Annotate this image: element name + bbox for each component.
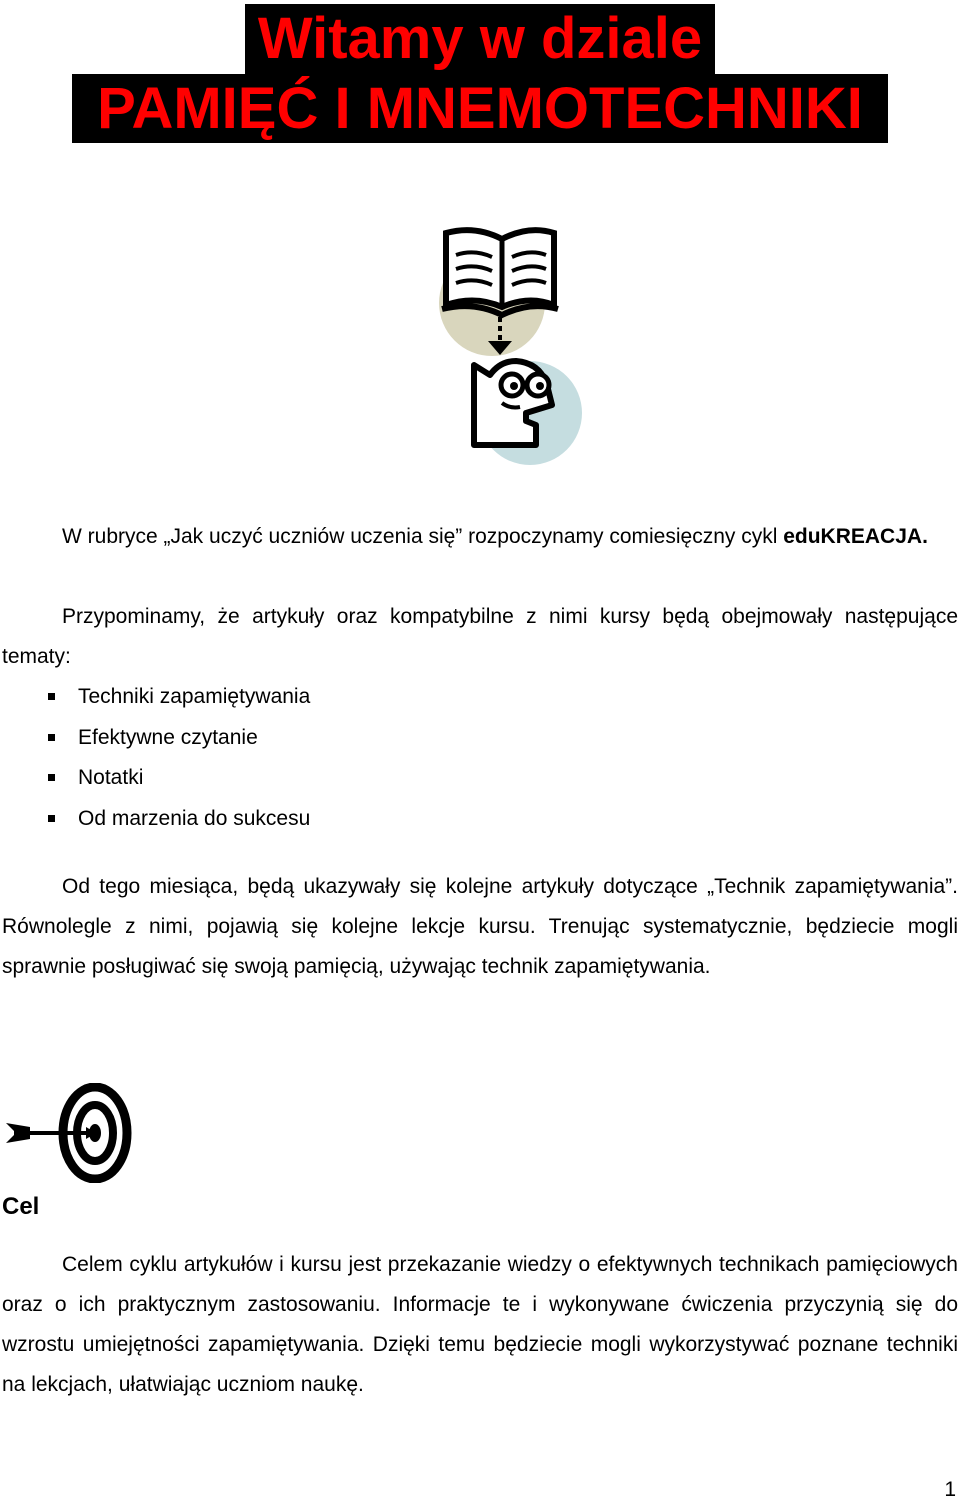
monthly-paragraph: Od tego miesiąca, będą ukazywały się kolejne artykuły dotyczące „Technik zapamiętywania”. Równolegle z nimi, pojawią się kolejne lekcje kursu. Trenując systematycznie, będziecie mogli sprawnie posługiwać się swoją pamięcią, używając technik zapamiętywania.: [2, 875, 958, 978]
goal-heading: Cel: [2, 1193, 40, 1220]
intro-paragraph: [2, 517, 958, 557]
intro-lead: W rubryce „Jak uczyć uczniów uczenia się” rozpoczynamy comiesięczny cykl: [62, 525, 784, 548]
goal-paragraph: Celem cyklu artykułów i kursu jest przekazanie wiedzy o efektywnych technikach pamięciowych oraz o ich praktycznym zastosowaniu. Informacje te i wykonywane ćwiczenia przyczynią się do wzrostu umiejętności zapamiętywania. Dzięki temu będziecie mogli wykorzystywać poznane techniki na lekcjach, ułatwiając uczniom naukę.: [2, 1253, 958, 1396]
list-item: Od marzenia do sukcesu: [46, 799, 310, 840]
arrow-target-icon: [0, 1083, 135, 1183]
page-title-line-1: Witamy w dziale: [245, 4, 715, 74]
page-number: 1: [944, 1478, 956, 1501]
book-to-head-icon: [430, 225, 590, 470]
list-item: Efektywne czytanie: [46, 718, 310, 759]
page-title-line-2: PAMIĘĆ I MNEMOTECHNIKI: [72, 74, 888, 143]
list-item: Notatki: [46, 758, 310, 799]
reminder-paragraph: Przypominamy, że artykuły oraz kompatybilne z nimi kursy będą obejmowały następujące tematy:: [2, 605, 958, 668]
cycle-name: eduKREACJA.: [783, 525, 928, 548]
topics-list: [46, 677, 310, 839]
list-item: Techniki zapamiętywania: [46, 677, 310, 718]
